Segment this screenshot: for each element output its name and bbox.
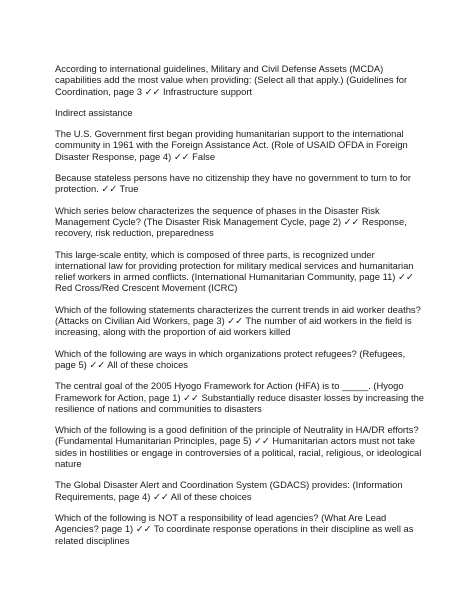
paragraph-mcda-question: According to international guidelines, Military and Civil Defense Assets (MCDA) capabilities add the most value when providing: (Select all that apply.) (Guidelines for Coordination, page 3 ✓✓ Infrastructure support xyxy=(55,63,408,97)
paragraph-protect-refugees: Which of the following are ways in which organizations protect refugees? (Refugees, page 5) ✓✓ All of these choices xyxy=(55,347,406,370)
document-page xyxy=(55,63,425,556)
paragraph-indirect-assistance: Indirect assistance xyxy=(55,106,133,118)
paragraph-hyogo-framework: The central goal of the 2005 Hyogo Framework for Action (HFA) is to _____. (Hyogo Framework for Action, page 1) ✓✓ Substantially reduce disaster losses by increasing the resilience of nations and communities to disasters xyxy=(55,380,425,414)
paragraph-red-cross: This large-scale entity, which is composed of three parts, is recognized under international law for providing protection for military medical services and humanitarian relief workers in armed conflicts. (International Humanitarian Community, page 11) ✓✓ Red Cross/Red Crescent Movement (ICRC) xyxy=(55,248,414,294)
paragraph-neutrality: Which of the following is a good definition of the principle of Neutrality in HA/DR efforts? (Fundamental Humanitarian Principles, page 5) ✓✓ Humanitarian actors must not take sides in hostilities or engage in controversies of a political, racial, religious, or ideological nature xyxy=(55,424,422,470)
paragraph-foreign-assistance-act: The U.S. Government first began providing humanitarian support to the international community in 1961 with the Foreign Assistance Act. (Role of USAID OFDA in Foreign Disaster Response, page 4) ✓✓ False xyxy=(55,128,408,162)
paragraph-stateless-persons: Because stateless persons have no citizenship they have no government to turn to for protection. ✓✓ True xyxy=(55,172,411,195)
paragraph-lead-agencies: Which of the following is NOT a responsibility of lead agencies? (What Are Lead Agencies? page 1) ✓✓ To coordinate response operations in their discipline as well as related disciplines xyxy=(55,511,414,546)
paragraph-gdacs: The Global Disaster Alert and Coordination System (GDACS) provides: (Information Requirements, page 4) ✓✓ All of these choices xyxy=(55,479,403,502)
paragraph-disaster-risk-cycle: Which series below characterizes the sequence of phases in the Disaster Risk Management Cycle? (The Disaster Risk Management Cycle, page 2) ✓✓ Response, recovery, risk reduction, preparedness xyxy=(55,204,407,239)
paragraph-aid-worker-deaths: Which of the following statements characterizes the current trends in aid worker deaths? (Attacks on Civilian Aid Workers, page 3) ✓✓ The number of aid workers in the field is increasing, along with the proportion of aid workers killed xyxy=(55,303,421,338)
